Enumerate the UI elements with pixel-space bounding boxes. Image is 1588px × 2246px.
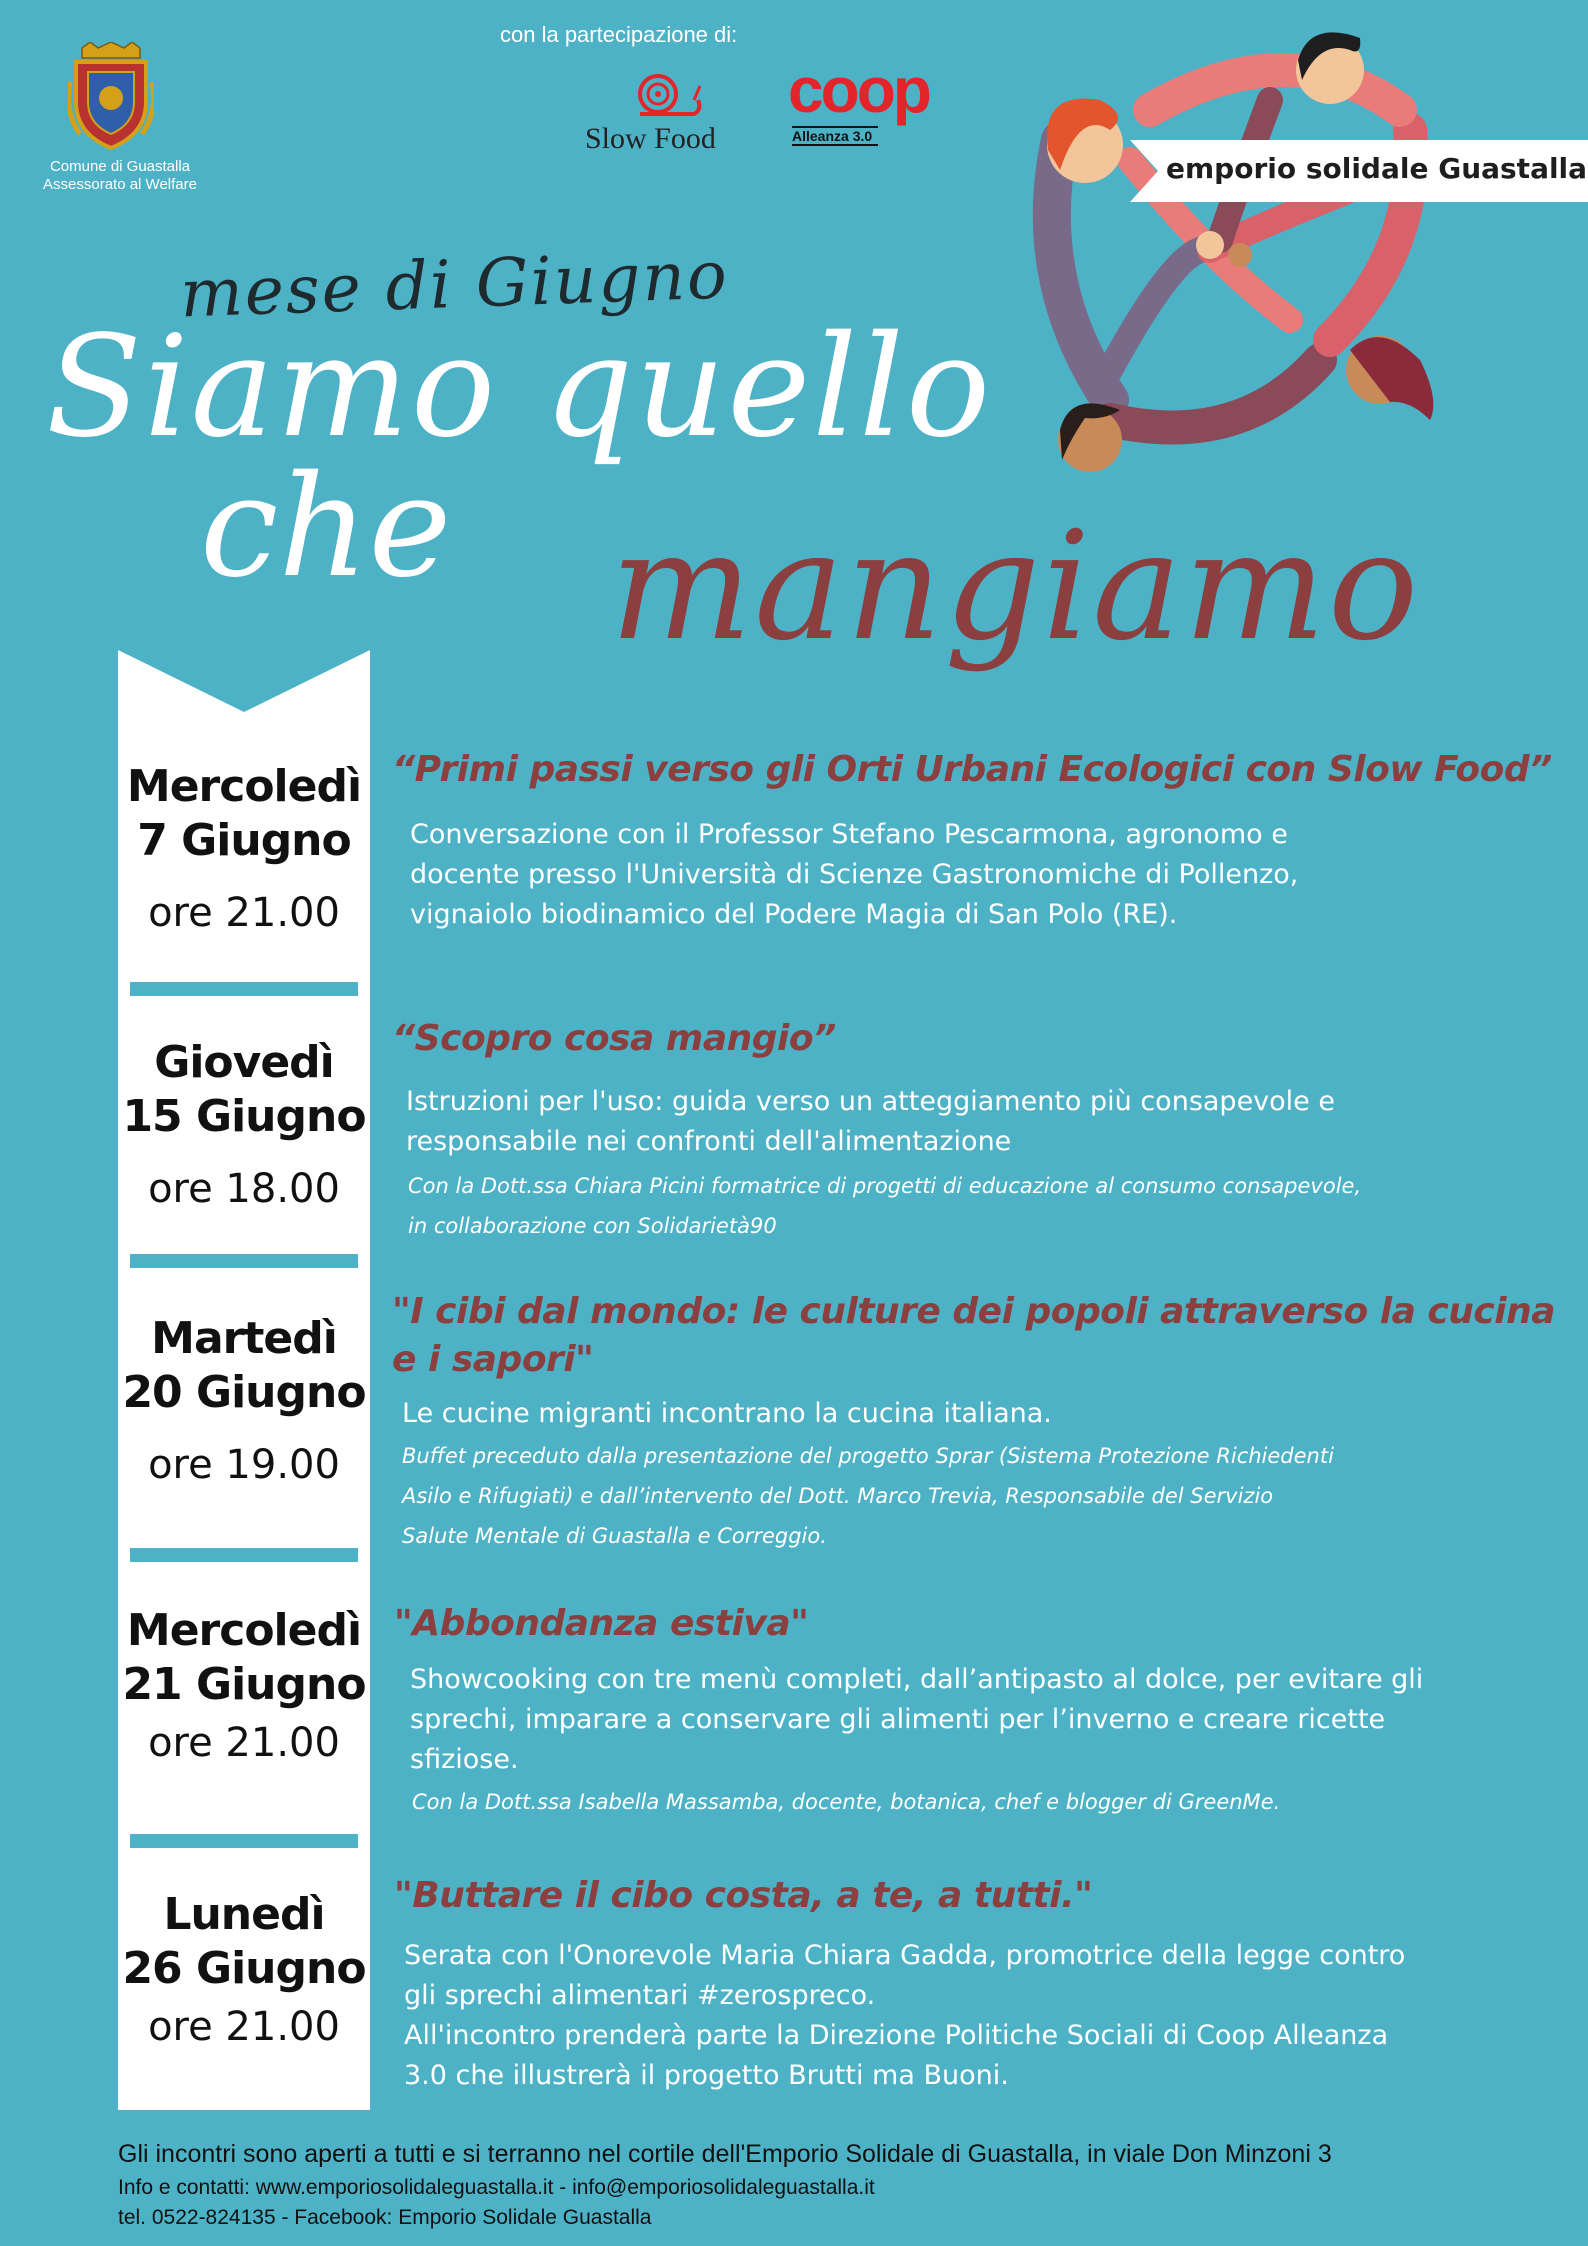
event-time: ore 19.00 — [148, 1442, 340, 1488]
coop-subtitle: Alleanza 3.0 — [792, 126, 878, 146]
event-title: “Scopro cosa mangio” — [392, 1018, 836, 1059]
event-text-line: sfiziose. — [410, 1744, 519, 1775]
event-note — [408, 1166, 1361, 1246]
event-note-line: Asilo e Rifugiati) e dall’intervento del Dott. Marco Trevia, Responsabile del Servizio — [402, 1484, 1274, 1508]
event-text-line: Le cucine migranti incontrano la cucina italiana. — [402, 1398, 1052, 1429]
event-date-2 — [118, 1036, 370, 1214]
footer-venue: Gli incontri sono aperti a tutti e si terranno nel cortile dell'Emporio Solidale di Guastalla, in viale Don Minzoni 3 — [118, 2140, 1332, 2168]
event-note — [402, 1436, 1334, 1556]
event-text-line: docente presso l'Università di Scienze Gastronomiche di Pollenzo, — [410, 859, 1299, 890]
date-separator — [130, 1834, 358, 1848]
slowfood-logo: Slow Food — [585, 122, 716, 155]
event-description — [402, 1394, 1052, 1434]
snail-logo-icon — [636, 70, 706, 122]
event-date-1 — [118, 760, 370, 938]
title-line-che: che — [200, 446, 452, 609]
event-title: "Abbondanza estiva" — [394, 1603, 809, 1644]
event-date-5 — [118, 1888, 370, 2052]
event-note — [412, 1782, 1280, 1822]
event-date-4 — [118, 1604, 370, 1768]
institution-line1: Comune di Guastalla — [49, 158, 191, 175]
title-line-mangiamo: mangiamo — [610, 500, 1421, 674]
event-text-line: vignaiolo biodinamico del Podere Magia di San Polo (RE). — [410, 899, 1178, 930]
people-circle-illustration — [990, 20, 1470, 480]
event-text-line: Showcooking con tre menù completi, dall’antipasto al dolce, per evitare gli — [410, 1664, 1424, 1695]
footer-contacts: Info e contatti: www.emporiosolidaleguastalla.it - info@emporiosolidaleguastalla.it — [118, 2176, 875, 2199]
event-note-line: Salute Mentale di Guastalla e Correggio. — [402, 1524, 827, 1548]
emporio-label: emporio solidale Guastalla — [1166, 152, 1588, 185]
event-date: 20 Giugno — [122, 1367, 366, 1418]
event-time: ore 21.00 — [148, 2004, 340, 2050]
event-weekday: Mercoledì — [126, 761, 362, 812]
event-weekday: Giovedì — [154, 1037, 334, 1088]
coop-logo: coop — [788, 54, 929, 126]
event-description — [404, 1936, 1405, 2096]
event-text-line: Istruzioni per l'uso: guida verso un atteggiamento più consapevole e — [406, 1086, 1335, 1117]
event-note-line: in collaborazione con Solidarietà90 — [408, 1214, 777, 1238]
event-time: ore 18.00 — [148, 1166, 340, 1212]
event-date: 21 Giugno — [122, 1659, 366, 1710]
event-time: ore 21.00 — [148, 890, 340, 936]
event-date-3 — [118, 1312, 370, 1490]
event-title: “Primi passi verso gli Orti Urbani Ecologici con Slow Food” — [392, 749, 1552, 790]
event-weekday: Lunedì — [163, 1889, 325, 1940]
date-separator — [130, 982, 358, 996]
title-line-siamo: Siamo quello — [46, 306, 993, 469]
event-date: 26 Giugno — [122, 1943, 366, 1994]
event-description — [410, 815, 1298, 935]
event-text-line: sprechi, imparare a conservare gli alimenti per l’inverno e creare ricette — [410, 1704, 1386, 1735]
date-separator — [130, 1548, 358, 1562]
event-text-line: gli sprechi alimentari #zerospreco. — [404, 1980, 876, 2011]
partner-intro: con la partecipazione di: — [500, 22, 738, 47]
event-description — [406, 1082, 1335, 1162]
event-description — [410, 1660, 1423, 1780]
event-weekday: Martedì — [151, 1313, 337, 1364]
title-month: mese di Giugno — [178, 236, 730, 333]
event-text-line: Conversazione con il Professor Stefano Pescarmona, agronomo e — [410, 819, 1288, 850]
event-note-line: Con la Dott.ssa Isabella Massamba, docente, botanica, chef e blogger di GreenMe. — [412, 1790, 1281, 1814]
event-text-line: 3.0 che illustrerà il progetto Brutti ma Buoni. — [404, 2060, 1009, 2091]
event-title: "Buttare il cibo costa, a te, a tutti." — [394, 1875, 1093, 1916]
event-text-line: responsabile nei confronti dell'alimentazione — [406, 1126, 1012, 1157]
event-title-line: e i sapori" — [392, 1339, 594, 1380]
event-time: ore 21.00 — [148, 1720, 340, 1766]
comune-crest-icon — [68, 42, 154, 150]
event-title — [392, 1288, 1555, 1384]
date-separator — [130, 1254, 358, 1268]
footer-phone-facebook: tel. 0522-824135 - Facebook: Emporio Solidale Guastalla — [118, 2206, 652, 2229]
event-text-line: Serata con l'Onorevole Maria Chiara Gadda, promotrice della legge contro — [404, 1940, 1406, 1971]
event-date: 7 Giugno — [137, 815, 351, 866]
institution-line2: Assessorato al Welfare — [43, 176, 197, 193]
event-text-line: All'incontro prenderà parte la Direzione Politiche Sociali di Coop Alleanza — [404, 2020, 1389, 2051]
event-date: 15 Giugno — [122, 1091, 366, 1142]
event-weekday: Mercoledì — [126, 1605, 362, 1656]
event-note-line: Buffet preceduto dalla presentazione del progetto Sprar (Sistema Protezione Richiedenti — [402, 1444, 1334, 1468]
event-note-line: Con la Dott.ssa Chiara Picini formatrice di progetti di educazione al consumo consapevole, — [408, 1174, 1362, 1198]
institution-label — [20, 158, 220, 194]
event-title-line: "I cibi dal mondo: le culture dei popoli attraverso la cucina — [392, 1291, 1555, 1332]
